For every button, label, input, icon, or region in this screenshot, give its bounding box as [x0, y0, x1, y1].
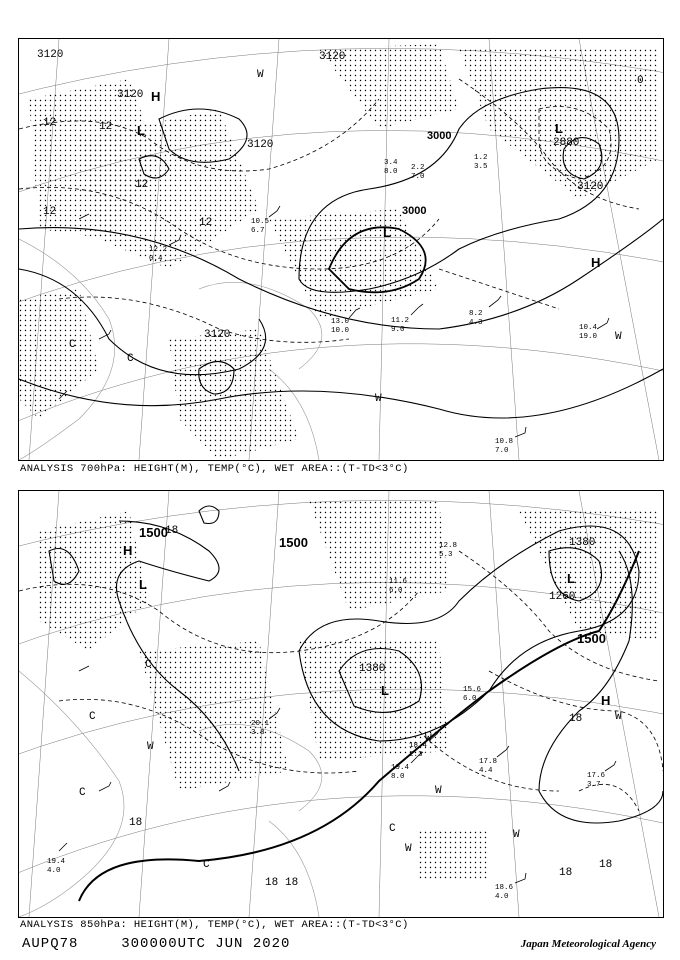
height-label: 3120 [577, 181, 604, 193]
station-obs-td: 6.0 [463, 695, 477, 703]
station-obs-t: 10.5 [251, 218, 270, 226]
isotherm-label: 18 [265, 877, 279, 889]
station-obs-t: 12.8 [439, 542, 458, 550]
center-high-mark: H [151, 89, 161, 104]
isotherm-label: 18 [559, 867, 573, 879]
height-label: 1500 [139, 525, 168, 540]
station-obs-td: 3.5 [474, 163, 488, 171]
station-obs-t: 10.8 [495, 438, 514, 446]
height-label: 3120 [247, 139, 274, 151]
map-700hpa-canvas [19, 39, 663, 460]
station-obs-td: 7.0 [411, 173, 425, 181]
height-label: 2880 [553, 137, 580, 149]
isotherm-label: 12 [43, 117, 57, 129]
center-high-mark: H [591, 255, 601, 270]
center-high-mark: H [123, 543, 133, 558]
station-obs-td: 2.3 [409, 751, 423, 759]
station-obs-td: 10.0 [331, 327, 350, 335]
isotherm-label: 18 [599, 859, 613, 871]
isotherm-label: 18 [569, 713, 583, 725]
station-obs-t: 1.2 [474, 154, 488, 162]
station-obs-td: 4.4 [479, 767, 493, 775]
valid-time: 300000UTC JUN 2020 [121, 936, 291, 952]
station-obs-t: 19.4 [391, 764, 410, 772]
map-panel-850hpa [18, 490, 664, 918]
station-obs-td: 19.0 [579, 333, 598, 341]
center-low-mark: L [137, 123, 145, 138]
station-obs-t: 15.6 [463, 686, 482, 694]
height-label: 1500 [577, 631, 606, 646]
map-850hpa-caption: ANALYSIS 850hPa: HEIGHT(M), TEMP(°C), WET AREA::(T-TD<3°C) [20, 919, 409, 931]
height-label: 1380 [569, 537, 596, 549]
height-label: 3120 [117, 89, 144, 101]
station-obs-t: 17.6 [587, 772, 606, 780]
height-label: 3120 [319, 51, 346, 63]
station-obs-t: 18.4 [409, 742, 428, 750]
station-obs-t: 10.4 [579, 324, 598, 332]
station-obs-t: 19.4 [47, 858, 66, 866]
isotherm-label: 12 [199, 217, 213, 229]
isotherm-label: 0 [637, 75, 644, 87]
station-obs-t: 11.6 [389, 578, 408, 586]
height-label: 1500 [279, 535, 308, 550]
center-warm-mark: W [513, 829, 520, 841]
map-700hpa-caption: ANALYSIS 700hPa: HEIGHT(M), TEMP(°C), WET AREA::(T-TD<3°C) [20, 463, 409, 475]
center-cold-mark: C [79, 787, 86, 799]
center-cold-mark: C [389, 823, 396, 835]
station-obs-t: 11.2 [391, 317, 410, 325]
isotherm-label: 18 [285, 877, 299, 889]
station-obs-t: 18.6 [495, 884, 514, 892]
center-cold-mark: C [69, 339, 76, 351]
map-850hpa-canvas [19, 491, 663, 917]
center-warm-mark: W [425, 733, 432, 745]
height-label: 3120 [37, 49, 64, 61]
station-obs-t: 8.2 [469, 310, 483, 318]
height-label: 1260 [549, 591, 576, 603]
station-obs-td: 0.4 [149, 255, 163, 263]
center-low-mark: L [555, 121, 563, 136]
isotherm-label: 18 [129, 817, 143, 829]
station-obs-t: 12.2 [149, 246, 168, 254]
station-obs-td: 9.0 [391, 326, 405, 334]
station-obs-td: 4.0 [495, 893, 509, 901]
station-obs-t: 3.4 [384, 159, 398, 167]
isotherm-label: 12 [135, 179, 149, 191]
center-low-mark: L [381, 683, 389, 698]
center-warm-mark: W [405, 843, 412, 855]
station-obs-t: 13.0 [331, 318, 350, 326]
product-id: AUPQ78 [22, 936, 79, 952]
station-obs-td: 8.0 [384, 168, 398, 176]
center-cold-mark: C [203, 859, 210, 871]
station-obs-td: 7.0 [495, 447, 509, 455]
isotherm-label: 12 [43, 206, 57, 218]
center-cold-mark: C [89, 711, 96, 723]
center-warm-mark: W [147, 741, 154, 753]
station-obs-td: 4.3 [469, 319, 483, 327]
center-high-mark: H [601, 693, 611, 708]
center-warm-mark: W [615, 711, 622, 723]
center-warm-mark: W [615, 331, 622, 343]
station-obs-t: 17.8 [479, 758, 498, 766]
station-obs-td: 6.7 [251, 227, 265, 235]
station-obs-td: 5.3 [439, 551, 453, 559]
center-cold-mark: C [145, 659, 152, 671]
center-warm-mark: W [435, 785, 442, 797]
height-label: 3120 [204, 329, 231, 341]
station-obs-td: 3.8 [251, 729, 265, 737]
product-header [22, 936, 290, 952]
map-panel-700hpa [18, 38, 664, 461]
center-low-mark: L [567, 571, 575, 586]
station-obs-td: 3.7 [587, 781, 601, 789]
center-warm-mark: W [257, 69, 264, 81]
height-label: 3000 [402, 205, 427, 217]
isotherm-label: 18 [165, 525, 179, 537]
height-label: 1380 [359, 663, 386, 675]
isotherm-label: 12 [99, 121, 113, 133]
station-obs-td: 4.0 [47, 867, 61, 875]
station-obs-td: 6.0 [389, 587, 403, 595]
station-obs-t: 20.1 [251, 720, 270, 728]
station-obs-td: 8.0 [391, 773, 405, 781]
center-cold-mark: C [127, 353, 134, 365]
center-warm-mark: W [375, 393, 382, 405]
agency-name: Japan Meteorological Agency [520, 938, 656, 950]
center-low-mark: L [383, 225, 391, 240]
station-obs-t: 2.2 [411, 164, 425, 172]
center-low-mark: L [139, 577, 147, 592]
height-label: 3000 [427, 130, 452, 142]
